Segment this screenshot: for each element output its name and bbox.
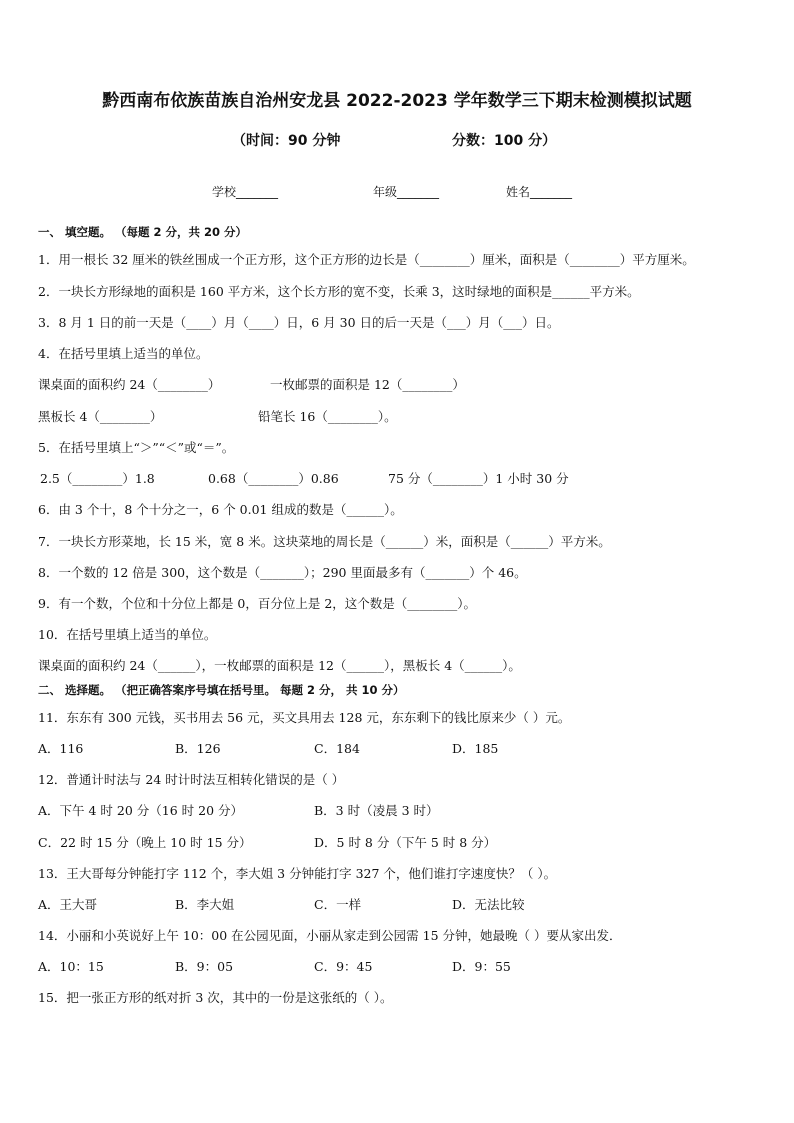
question-5-item: 2.5（________）1.8 — [40, 471, 155, 486]
question-14: 14．小丽和小英说好上午 10：00 在公园见面，小丽从家走到公园需 15 分钟，她最晚（ ）要从家出发． — [38, 928, 622, 943]
question-2: 2．一块长方形绿地的面积是 160 平方米，这个长方形的宽不变，长乘 3，这时绿地的面积是______平方米。 — [38, 284, 640, 299]
option-c[interactable]: C．一样 — [314, 897, 362, 912]
question-13-options — [38, 895, 738, 913]
section-1-heading: 一、 填空题。 （每题 2 分，共 20 分） — [38, 225, 248, 239]
option-a[interactable]: A．下午 4 时 20 分（16 时 20 分） — [38, 803, 244, 818]
option-b[interactable]: B．3 时（凌晨 3 时） — [314, 803, 439, 818]
option-d[interactable]: D．185 — [452, 741, 499, 756]
question-4-row-2 — [38, 407, 738, 425]
question-1: 1．用一根长 32 厘米的铁丝围成一个正方形，这个正方形的边长是（________）厘米，面积是（________）平方厘米。 — [38, 252, 695, 267]
question-12-options-row-1 — [38, 801, 738, 819]
question-4-item: 一枚邮票的面积是 12（________） — [270, 377, 465, 392]
question-4: 4．在括号里填上适当的单位。 — [38, 346, 209, 361]
school-field[interactable]: 学校_______ — [212, 185, 279, 199]
option-c[interactable]: C．184 — [314, 741, 360, 756]
question-5-row — [38, 469, 738, 487]
option-c[interactable]: C．22 时 15 分（晚上 10 时 15 分） — [38, 835, 252, 850]
exam-time: （时间：90 分钟 — [232, 133, 341, 149]
name-field[interactable]: 姓名_______ — [506, 185, 573, 199]
question-5-item: 75 分（________）1 小时 30 分 — [388, 471, 569, 486]
question-10-answer-line: 课桌面的面积约 24（______），一枚邮票的面积是 12（______），黑板长 4（______）。 — [38, 658, 521, 673]
question-15: 15．把一张正方形的纸对折 3 次，其中的一份是这张纸的（ ）。 — [38, 990, 393, 1005]
question-4-item: 黑板长 4（________） — [38, 409, 163, 424]
question-4-item: 铅笔长 16（________）。 — [258, 409, 397, 424]
question-11: 11．东东有 300 元钱，买书用去 56 元，买文具用去 128 元，东东剩下的钱比原来少（ ）元。 — [38, 710, 571, 725]
grade-field[interactable]: 年级_______ — [373, 185, 440, 199]
question-8: 8．一个数的 12 倍是 300，这个数是（_______）；290 里面最多有（_______）个 46。 — [38, 565, 527, 580]
exam-score: 分数：100 分） — [452, 133, 557, 149]
question-10: 10．在括号里填上适当的单位。 — [38, 627, 217, 642]
option-a[interactable]: A．王大哥 — [38, 897, 98, 912]
option-d[interactable]: D．5 时 8 分（下午 5 时 8 分） — [314, 835, 497, 850]
question-9: 9．有一个数，个位和十分位上都是 0，百分位上是 2，这个数是（________）。 — [38, 596, 477, 611]
option-b[interactable]: B．9：05 — [175, 959, 234, 974]
option-a[interactable]: A．10：15 — [38, 959, 104, 974]
exam-title: 黔西南布依族苗族自治州安龙县 2022-2023 学年数学三下期末检测模拟试题 — [102, 91, 692, 111]
option-a[interactable]: A．116 — [38, 741, 84, 756]
question-5: 5．在括号里填上“＞”“＜”或“＝”。 — [38, 440, 235, 455]
option-c[interactable]: C．9：45 — [314, 959, 373, 974]
option-b[interactable]: B．126 — [175, 741, 221, 756]
question-4-item: 课桌面的面积约 24（________） — [38, 377, 221, 392]
question-4-row-1 — [38, 375, 738, 393]
question-12: 12．普通计时法与 24 时计时法互相转化错误的是（ ） — [38, 772, 345, 787]
section-2-heading: 二、 选择题。 （把正确答案序号填在括号里。 每题 2 分， 共 10 分） — [38, 683, 405, 697]
question-11-options — [38, 739, 738, 757]
question-6: 6．由 3 个十，8 个十分之一，6 个 0.01 组成的数是（______）。 — [38, 502, 403, 517]
option-d[interactable]: D．无法比较 — [452, 897, 525, 912]
question-12-options-row-2 — [38, 833, 738, 851]
option-b[interactable]: B．李大姐 — [175, 897, 235, 912]
question-3: 3．8 月 1 日的前一天是（____）月（____）日，6 月 30 日的后一天是（___）月（___）日。 — [38, 315, 560, 330]
question-14-options — [38, 957, 738, 975]
question-13: 13．王大哥每分钟能打字 112 个，李大姐 3 分钟能打字 327 个，他们谁打字速度快？（ ）。 — [38, 866, 557, 881]
question-7: 7．一块长方形菜地，长 15 米，宽 8 米。这块菜地的周长是（______）米，面积是（______）平方米。 — [38, 534, 611, 549]
question-5-item: 0.68（________）0.86 — [208, 471, 339, 486]
option-d[interactable]: D．9：55 — [452, 959, 511, 974]
